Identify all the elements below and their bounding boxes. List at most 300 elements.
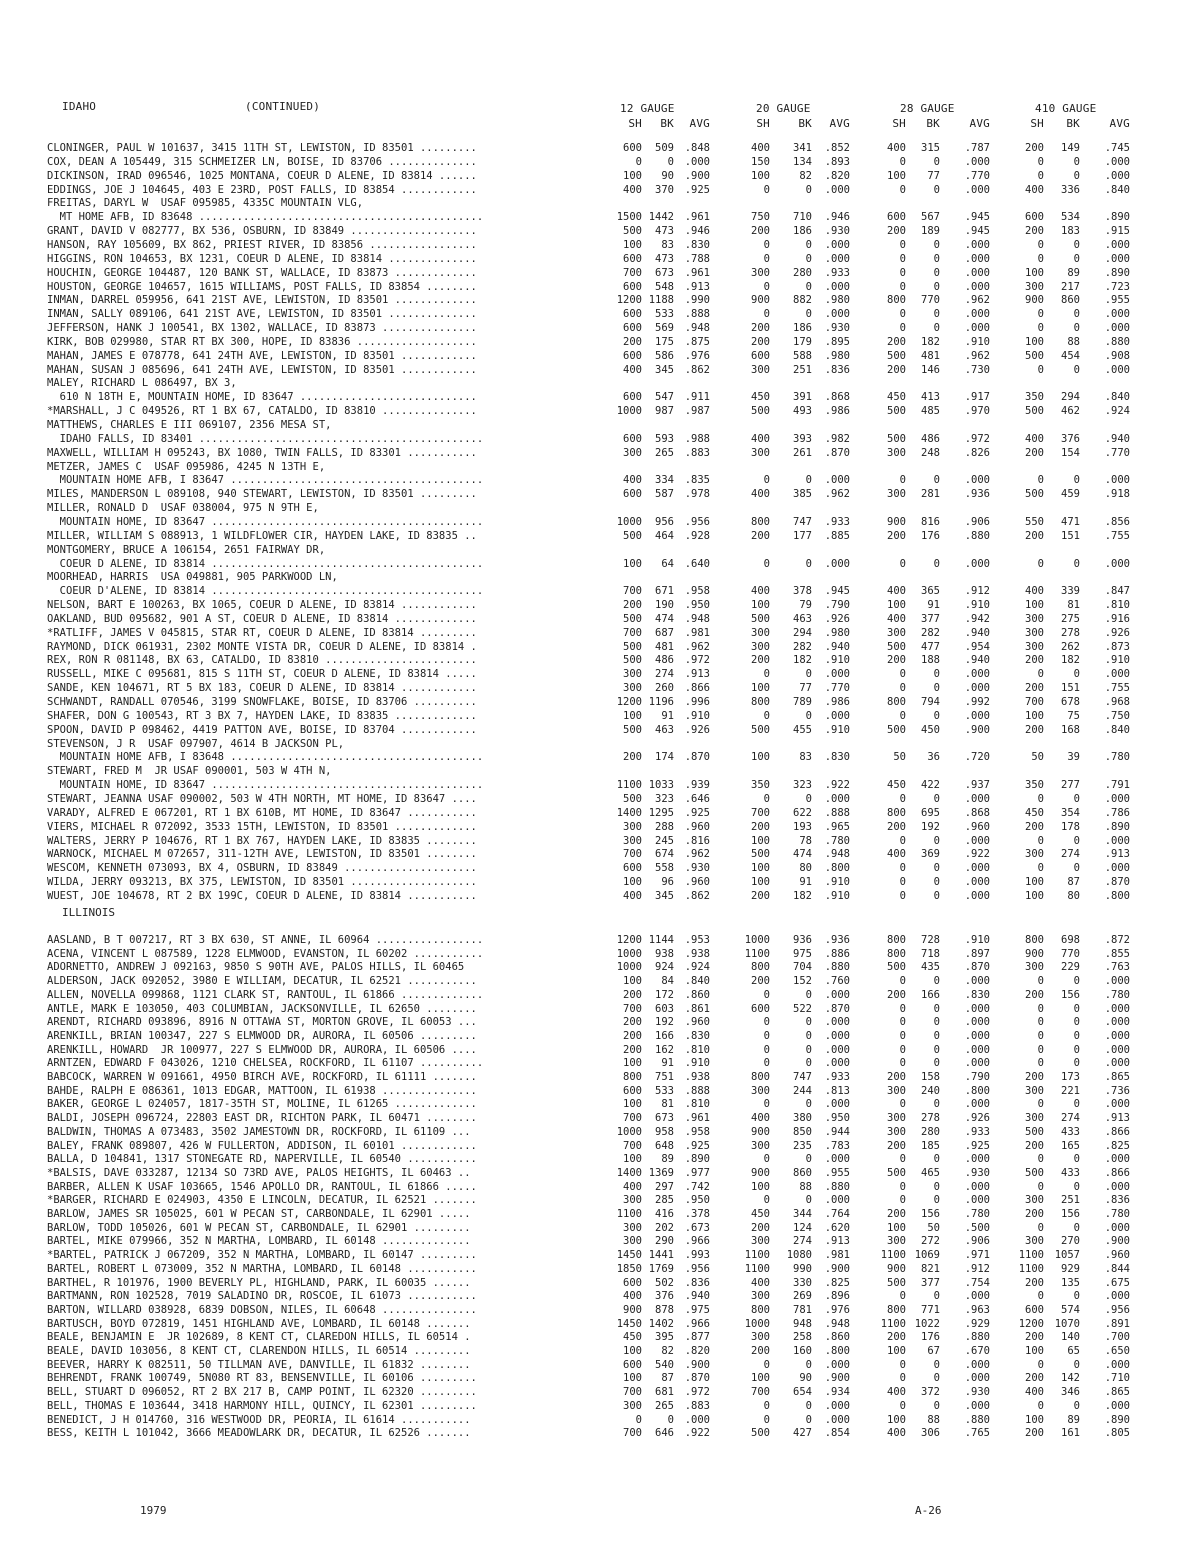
shooter-name-address: WALTERS, JERRY P 104676, RT 1 BX 767, HAYDEN LAKE, ID 83835 ........ (47, 834, 477, 847)
cell-g410-bk: 471 (1061, 515, 1080, 528)
cell-g12-bk: 1033 (648, 779, 674, 792)
cell-g410-bk: 251 (1061, 1194, 1080, 1207)
shooter-name-address: BARLOW, JAMES SR 105025, 601 W PECAN ST, CARBONDALE, IL 62901 ..... (47, 1208, 471, 1220)
cell-g28-bk: 0 (933, 280, 940, 293)
cell-g28-bk: 0 (933, 668, 940, 681)
cell-g12-sh: 1500 (616, 211, 642, 224)
cell-g28-avg: .940 (964, 626, 990, 639)
cell-g20-avg: .000 (824, 1098, 850, 1111)
shooter-name-address: BESS, KEITH L 101042, 3666 MEADOWLARK DR, DECATUR, IL 62526 ....... (47, 1427, 471, 1440)
cell-g410-bk: 221 (1061, 1084, 1080, 1097)
cell-g410-sh: 100 (1025, 709, 1044, 722)
cell-g28-avg: .897 (964, 947, 990, 960)
cell-g12-sh: 200 (623, 335, 642, 348)
cell-g12-bk: 84 (661, 975, 674, 988)
cell-g12-sh: 300 (623, 834, 642, 847)
cell-g20-sh: 0 (763, 252, 770, 265)
table-row (0, 391, 1200, 404)
cell-g28-sh: 800 (887, 934, 906, 946)
cell-g12-sh: 300 (623, 1235, 642, 1248)
cell-g20-sh: 0 (763, 238, 770, 251)
cell-g28-sh: 200 (887, 363, 906, 376)
shooter-name-address: BARBER, ALLEN K USAF 103665, 1546 APOLLO DR, RANTOUL, IL 61866 ..... (47, 1180, 477, 1193)
cell-g12-avg: .961 (684, 266, 710, 279)
table-row (0, 1208, 1200, 1221)
cell-g12-sh: 100 (623, 1345, 642, 1357)
cell-g12-avg: .977 (684, 1166, 710, 1179)
cell-g28-sh: 400 (887, 142, 906, 154)
col-head-g410-sh: SH (1030, 117, 1044, 130)
cell-g20-avg: .870 (824, 1002, 850, 1015)
cell-g12-bk: 323 (655, 792, 674, 805)
table-row (0, 1016, 1200, 1029)
cell-g12-sh: 600 (623, 322, 642, 335)
cell-g20-sh: 200 (751, 322, 770, 335)
cell-g12-bk: 924 (655, 961, 674, 974)
cell-g12-bk: 89 (661, 1153, 674, 1166)
cell-g28-sh: 800 (887, 1303, 906, 1316)
shooter-name-address: BAKER, GEORGE L 024057, 1817-35TH ST, MOLINE, IL 61265 ............. (47, 1098, 477, 1111)
shooter-name-address: NELSON, BART E 100263, BX 1065, COEUR D ALENE, ID 83814 ............ (47, 599, 477, 612)
cell-g28-avg: .906 (964, 1235, 990, 1248)
cell-g20-avg: .880 (824, 961, 850, 974)
shooter-name-address: INMAN, DARREL 059956, 641 21ST AVE, LEWISTON, ID 83501 ............. (47, 294, 477, 307)
cell-g20-sh: 200 (751, 975, 770, 988)
cell-g410-bk: 0 (1073, 1057, 1080, 1070)
cell-g28-sh: 800 (887, 696, 906, 708)
cell-g28-bk: 369 (921, 848, 940, 861)
cell-g410-sh: 100 (1025, 266, 1044, 279)
cell-g28-avg: .826 (964, 446, 990, 459)
cell-g410-bk: 0 (1073, 834, 1080, 847)
cell-g20-bk: 948 (793, 1317, 812, 1330)
cell-g20-avg: .836 (824, 363, 850, 376)
cell-g12-avg: .911 (684, 391, 710, 404)
table-row (0, 1153, 1200, 1166)
cell-g410-avg: .786 (1104, 806, 1130, 819)
cell-g12-sh: 1000 (616, 515, 642, 528)
shooter-name-address: MILLER, RONALD D USAF 038004, 975 N 9TH E, (47, 502, 319, 515)
cell-g28-bk: 0 (933, 1098, 940, 1111)
table-row (0, 1290, 1200, 1303)
cell-g28-bk: 0 (933, 889, 940, 902)
table-row (0, 1098, 1200, 1111)
cell-g12-avg: .862 (684, 889, 710, 902)
cell-g12-sh: 1450 (616, 1317, 642, 1330)
table-row (0, 447, 1200, 460)
cell-g20-sh: 0 (763, 1153, 770, 1166)
cell-g28-bk: 91 (927, 599, 940, 612)
cell-g20-bk: 990 (793, 1262, 812, 1275)
cell-g28-avg: .880 (964, 529, 990, 542)
cell-g12-bk: 586 (655, 349, 674, 362)
cell-g12-bk: 345 (655, 363, 674, 376)
cell-g410-sh: 1200 (1018, 1317, 1044, 1330)
cell-g12-avg: .988 (684, 432, 710, 445)
cell-g12-sh: 600 (623, 1358, 642, 1371)
cell-g28-bk: 158 (921, 1071, 940, 1083)
cell-g28-avg: .000 (964, 1016, 990, 1029)
shooter-name-address: ALDERSON, JACK 092052, 3980 E WILLIAM, DECATUR, IL 62521 ........... (47, 975, 477, 988)
cell-g12-bk: 297 (655, 1180, 674, 1193)
table-row (0, 613, 1200, 626)
cell-g410-sh: 200 (1025, 1276, 1044, 1289)
cell-g12-sh: 100 (623, 169, 642, 182)
cell-g12-bk: 87 (661, 1372, 674, 1385)
cell-g12-avg: .000 (684, 155, 710, 168)
cell-g410-bk: 156 (1061, 1208, 1080, 1220)
col-head-g20-bk: BK (798, 117, 812, 130)
cell-g410-avg: .856 (1104, 515, 1130, 528)
table-row (0, 641, 1200, 654)
cell-g20-avg: .981 (824, 1249, 850, 1262)
cell-g410-bk: 0 (1073, 1043, 1080, 1056)
cell-g28-bk: 315 (921, 142, 940, 154)
cell-g20-bk: 622 (793, 806, 812, 819)
cell-g12-avg: .820 (684, 1345, 710, 1357)
shooter-name-address: MONTGOMERY, BRUCE A 106154, 2651 FAIRWAY DR, (47, 543, 326, 556)
cell-g12-bk: 175 (655, 335, 674, 348)
cell-g20-bk: 0 (805, 1016, 812, 1029)
table-row (0, 322, 1200, 335)
cell-g410-bk: 0 (1073, 792, 1080, 805)
cell-g12-avg: .378 (684, 1208, 710, 1220)
cell-g12-sh: 200 (623, 1016, 642, 1029)
cell-g410-sh: 0 (1037, 308, 1044, 321)
cell-g12-avg: .993 (684, 1249, 710, 1262)
cell-g410-avg: .825 (1104, 1139, 1130, 1152)
cell-g12-avg: .976 (684, 349, 710, 362)
cell-g12-sh: 400 (623, 889, 642, 902)
cell-g28-sh: 200 (887, 335, 906, 348)
cell-g20-bk: 134 (793, 155, 812, 168)
cell-g12-bk: 1196 (648, 696, 674, 708)
cell-g28-bk: 77 (927, 169, 940, 182)
cell-g410-bk: 151 (1061, 682, 1080, 695)
cell-g410-avg: .955 (1104, 294, 1130, 307)
table-row (0, 961, 1200, 974)
cell-g28-avg: .880 (964, 1331, 990, 1344)
cell-g410-sh: 0 (1037, 322, 1044, 335)
cell-g28-bk: 281 (921, 488, 940, 501)
cell-g20-avg: .940 (824, 640, 850, 653)
cell-g410-avg: .000 (1104, 1153, 1130, 1166)
cell-g28-bk: 770 (921, 294, 940, 307)
cell-g28-bk: 0 (933, 474, 940, 487)
cell-g28-sh: 800 (887, 294, 906, 307)
cell-g28-sh: 0 (899, 682, 906, 695)
cell-g410-sh: 0 (1037, 557, 1044, 570)
cell-g28-sh: 1100 (880, 1317, 906, 1330)
cell-g28-sh: 0 (899, 668, 906, 681)
cell-g410-bk: 0 (1073, 474, 1080, 487)
cell-g410-sh: 0 (1037, 474, 1044, 487)
cell-g20-bk: 393 (793, 432, 812, 445)
cell-g12-avg: .961 (684, 1112, 710, 1125)
table-row (0, 419, 1200, 432)
cell-g28-bk: 176 (921, 1331, 940, 1344)
cell-g12-avg: .861 (684, 1002, 710, 1015)
cell-g28-bk: 821 (921, 1262, 940, 1275)
cell-g20-sh: 900 (751, 1166, 770, 1179)
shooter-name-address: DICKINSON, IRAD 096546, 1025 MONTANA, COEUR D ALENE, ID 83814 ...... (47, 169, 477, 182)
cell-g12-avg: .875 (684, 335, 710, 348)
cell-g28-avg: .910 (964, 335, 990, 348)
cell-g12-bk: 558 (655, 862, 674, 875)
cell-g28-avg: .000 (964, 322, 990, 335)
cell-g20-bk: 0 (805, 308, 812, 321)
cell-g410-sh: 1100 (1018, 1262, 1044, 1275)
cell-g20-sh: 800 (751, 961, 770, 974)
cell-g410-bk: 161 (1061, 1427, 1080, 1440)
cell-g12-bk: 687 (655, 626, 674, 639)
cell-g12-sh: 1200 (616, 696, 642, 708)
table-row (0, 239, 1200, 252)
cell-g28-bk: 1069 (914, 1249, 940, 1262)
cell-g410-sh: 0 (1037, 1029, 1044, 1042)
cell-g28-sh: 500 (887, 432, 906, 445)
cell-g410-sh: 100 (1025, 889, 1044, 902)
shooter-name-address: JEFFERSON, HANK J 100541, BX 1302, WALLACE, ID 83873 ............... (47, 322, 477, 335)
cell-g28-bk: 272 (921, 1235, 940, 1248)
cell-g28-avg: .992 (964, 696, 990, 708)
shooter-name-address: RUSSELL, MIKE C 095681, 815 S 11TH ST, COEUR D ALENE, ID 83814 ..... (47, 668, 477, 681)
cell-g28-bk: 0 (933, 238, 940, 251)
cell-g20-sh: 300 (751, 1290, 770, 1303)
cell-g20-bk: 391 (793, 391, 812, 404)
cell-g28-sh: 500 (887, 349, 906, 362)
cell-g28-avg: .000 (964, 1153, 990, 1166)
table-row (0, 294, 1200, 307)
table-row (0, 1044, 1200, 1057)
cell-g410-bk: 454 (1061, 349, 1080, 362)
cell-g12-bk: 1442 (648, 211, 674, 224)
table-row (0, 934, 1200, 947)
cell-g410-avg: .700 (1104, 1331, 1130, 1344)
cell-g20-avg: .000 (824, 1043, 850, 1056)
cell-g12-bk: 162 (655, 1043, 674, 1056)
cell-g410-bk: 0 (1073, 1098, 1080, 1111)
shooter-name-address: BELL, STUART D 096052, RT 2 BX 217 B, CAMP POINT, IL 62320 ......... (47, 1386, 477, 1399)
cell-g20-avg: .000 (824, 1016, 850, 1029)
cell-g28-avg: .954 (964, 640, 990, 653)
cell-g20-sh: 100 (751, 599, 770, 612)
cell-g20-sh: 200 (751, 889, 770, 902)
cell-g12-bk: 91 (661, 709, 674, 722)
cell-g28-sh: 0 (899, 792, 906, 805)
cell-g12-avg: .990 (684, 294, 710, 307)
cell-g20-sh: 600 (751, 1002, 770, 1015)
shooter-name-address: MOUNTAIN HOME AFB, I 83647 ........................................ (47, 474, 484, 487)
cell-g28-sh: 0 (899, 1002, 906, 1015)
cell-g20-sh: 800 (751, 1303, 770, 1316)
table-row (0, 821, 1200, 834)
cell-g28-sh: 400 (887, 1386, 906, 1399)
cell-g20-bk: 0 (805, 1358, 812, 1371)
shooter-name-address: *BARGER, RICHARD E 024903, 4350 E LINCOLN, DECATUR, IL 62521 ....... (47, 1194, 477, 1207)
cell-g28-bk: 88 (927, 1413, 940, 1426)
cell-g28-bk: 146 (921, 363, 940, 376)
shooter-name-address: ADORNETTO, ANDREW J 092163, 9850 S 90TH AVE, PALOS HILLS, IL 60465 (47, 961, 465, 974)
cell-g410-bk: 346 (1061, 1386, 1080, 1399)
cell-g28-bk: 156 (921, 1208, 940, 1220)
table-row (0, 488, 1200, 501)
shooter-name-address: STEWART, FRED M JR USAF 090001, 503 W 4TH N, (47, 765, 332, 778)
cell-g12-avg: .848 (684, 142, 710, 154)
cell-g12-avg: .000 (684, 1413, 710, 1426)
cell-g410-bk: 0 (1073, 1016, 1080, 1029)
table-row (0, 211, 1200, 224)
cell-g12-bk: 587 (655, 488, 674, 501)
cell-g410-bk: 270 (1061, 1235, 1080, 1248)
cell-g12-sh: 500 (623, 225, 642, 238)
table-row (0, 544, 1200, 557)
cell-g20-sh: 300 (751, 266, 770, 279)
cell-g12-sh: 100 (623, 1098, 642, 1111)
cell-g28-avg: .933 (964, 1125, 990, 1138)
shooter-name-address: *BALSIS, DAVE 033287, 12134 SO 73RD AVE, PALOS HEIGHTS, IL 60463 .. (47, 1166, 471, 1179)
cell-g20-bk: 0 (805, 1057, 812, 1070)
cell-g28-sh: 0 (899, 975, 906, 988)
cell-g28-avg: .910 (964, 599, 990, 612)
cell-g410-avg: .000 (1104, 668, 1130, 681)
cell-g28-sh: 0 (899, 1098, 906, 1111)
table-row (0, 156, 1200, 169)
cell-g410-avg: .755 (1104, 529, 1130, 542)
cell-g12-avg: .870 (684, 751, 710, 764)
cell-g12-avg: .958 (684, 585, 710, 598)
shooter-name-address: HOUSTON, GEORGE 104657, 1615 WILLIAMS, POST FALLS, ID 83854 ........ (47, 280, 477, 293)
table-row (0, 1345, 1200, 1358)
cell-g20-avg: .783 (824, 1139, 850, 1152)
cell-g28-avg: .000 (964, 266, 990, 279)
cell-g410-bk: 65 (1067, 1345, 1080, 1357)
cell-g20-sh: 0 (763, 280, 770, 293)
cell-g20-bk: 341 (793, 142, 812, 154)
cell-g20-sh: 700 (751, 1386, 770, 1399)
cell-g28-avg: .945 (964, 211, 990, 224)
cell-g410-bk: 0 (1073, 1180, 1080, 1193)
cell-g12-sh: 400 (623, 474, 642, 487)
cell-g410-sh: 200 (1025, 1331, 1044, 1344)
shooter-name-address: BEALE, DAVID 103056, 8 KENT CT, CLARENDON HILLS, IL 60514 ......... (47, 1345, 471, 1357)
cell-g20-avg: .930 (824, 225, 850, 238)
cell-g28-bk: 450 (921, 723, 940, 736)
cell-g20-sh: 300 (751, 1235, 770, 1248)
cell-g12-avg: .962 (684, 640, 710, 653)
cell-g410-sh: 500 (1025, 405, 1044, 418)
cell-g20-sh: 500 (751, 848, 770, 861)
cell-g28-sh: 0 (899, 1372, 906, 1385)
cell-g20-sh: 300 (751, 640, 770, 653)
cell-g20-avg: .852 (824, 142, 850, 154)
cell-g12-avg: .946 (684, 225, 710, 238)
table-row (0, 975, 1200, 988)
cell-g410-avg: .866 (1104, 1125, 1130, 1138)
table-row (0, 627, 1200, 640)
cell-g410-sh: 0 (1037, 1153, 1044, 1166)
cell-g12-sh: 200 (623, 988, 642, 1001)
gauge-heading-20: 20 GAUGE (756, 102, 811, 115)
cell-g12-bk: 166 (655, 1029, 674, 1042)
cell-g20-bk: 186 (793, 322, 812, 335)
cell-g20-sh: 700 (751, 806, 770, 819)
cell-g28-avg: .000 (964, 252, 990, 265)
cell-g410-bk: 39 (1067, 751, 1080, 764)
cell-g28-sh: 200 (887, 820, 906, 833)
cell-g12-sh: 400 (623, 363, 642, 376)
cell-g410-bk: 1070 (1054, 1317, 1080, 1330)
cell-g12-bk: 1769 (648, 1262, 674, 1275)
cell-g28-avg: .000 (964, 1029, 990, 1042)
cell-g28-bk: 0 (933, 975, 940, 988)
table-row (0, 142, 1200, 155)
cell-g12-avg: .910 (684, 1057, 710, 1070)
cell-g28-avg: .000 (964, 1358, 990, 1371)
cell-g20-bk: 1080 (786, 1249, 812, 1262)
cell-g12-sh: 1200 (616, 934, 642, 946)
cell-g28-sh: 1100 (880, 1249, 906, 1262)
shooter-name-address: VARADY, ALFRED E 067201, RT 1 BX 610B, MT HOME, ID 83647 ........... (47, 806, 477, 819)
cell-g410-bk: 354 (1061, 806, 1080, 819)
shooter-name-address: *BARTEL, PATRICK J 067209, 352 N MARTHA, LOMBARD, IL 60147 ......... (47, 1249, 477, 1262)
cell-g410-sh: 300 (1025, 1112, 1044, 1125)
cell-g12-bk: 274 (655, 668, 674, 681)
cell-g12-bk: 938 (655, 947, 674, 960)
cell-g12-bk: 674 (655, 848, 674, 861)
shooter-name-address: ANTLE, MARK E 103050, 403 COLUMBIAN, JACKSONVILLE, IL 62650 ........ (47, 1002, 477, 1015)
cell-g28-bk: 282 (921, 626, 940, 639)
cell-g28-bk: 435 (921, 961, 940, 974)
cell-g410-sh: 0 (1037, 1002, 1044, 1015)
cell-g410-bk: 165 (1061, 1139, 1080, 1152)
cell-g410-sh: 0 (1037, 1290, 1044, 1303)
cell-g28-bk: 248 (921, 446, 940, 459)
cell-g20-avg: .886 (824, 947, 850, 960)
cell-g20-bk: 0 (805, 1413, 812, 1426)
cell-g20-sh: 0 (763, 308, 770, 321)
cell-g410-bk: 462 (1061, 405, 1080, 418)
shooter-name-address: CLONINGER, PAUL W 101637, 3415 11TH ST, LEWISTON, ID 83501 ......... (47, 142, 477, 154)
cell-g12-avg: .924 (684, 961, 710, 974)
cell-g20-bk: 0 (805, 280, 812, 293)
cell-g410-avg: .960 (1104, 1249, 1130, 1262)
cell-g12-bk: 416 (655, 1208, 674, 1220)
cell-g410-avg: .968 (1104, 696, 1130, 708)
cell-g28-bk: 695 (921, 806, 940, 819)
cell-g12-bk: 956 (655, 515, 674, 528)
cell-g28-avg: .000 (964, 1180, 990, 1193)
cell-g410-sh: 100 (1025, 599, 1044, 612)
table-row (0, 225, 1200, 238)
cell-g28-sh: 100 (887, 1221, 906, 1234)
cell-g410-sh: 200 (1025, 529, 1044, 542)
cell-g410-avg: .913 (1104, 1112, 1130, 1125)
cell-g12-avg: .888 (684, 308, 710, 321)
cell-g28-bk: 481 (921, 349, 940, 362)
cell-g12-avg: .958 (684, 1125, 710, 1138)
cell-g12-bk: 245 (655, 834, 674, 847)
cell-g410-bk: 0 (1073, 1029, 1080, 1042)
cell-g12-avg: .830 (684, 238, 710, 251)
cell-g20-bk: 0 (805, 1029, 812, 1042)
cell-g410-sh: 500 (1025, 1166, 1044, 1179)
cell-g12-bk: 395 (655, 1331, 674, 1344)
cell-g12-avg: .925 (684, 1139, 710, 1152)
table-row (0, 585, 1200, 598)
cell-g410-avg: .847 (1104, 585, 1130, 598)
cell-g20-bk: 747 (793, 1071, 812, 1083)
